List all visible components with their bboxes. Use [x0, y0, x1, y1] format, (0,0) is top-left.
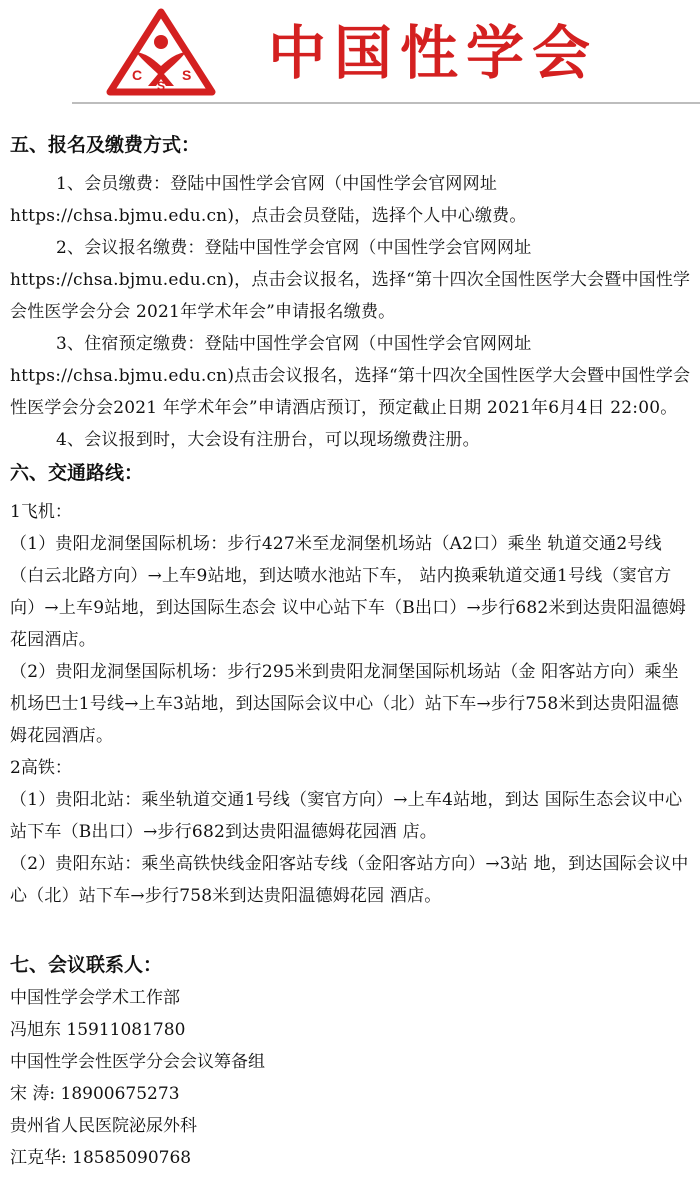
logo-letter-s1: S: [157, 79, 166, 93]
rail-label: 2高铁：: [10, 758, 72, 778]
plane-label: 1飞机：: [10, 502, 72, 522]
logo-letter-s2: S: [182, 67, 192, 83]
section-5-item-4: 4、会议报到时，大会设有注册台，可以现场缴费注册。: [56, 430, 480, 450]
rail-route-2: （2）贵阳东站：乘坐高铁快线金阳客站专线（金阳客站方向）→3站 地，到达国际会议中心（北）站下车→步行758米到达贵阳温德姆花园 酒店。: [10, 854, 689, 906]
contact-2-person: 宋 涛: 18900675273: [10, 1084, 180, 1104]
section-5-item-1: 1、会员缴费：登陆中国性学会官网（中国性学会官网网址https://chsa.bjmu.edu.cn)，点击会员登陆，选择个人中心缴费。: [10, 174, 527, 226]
society-logo: [106, 8, 216, 96]
contact-2-org: 中国性学会性医学分会会议筹备组: [10, 1052, 265, 1072]
org-title: 中国性学会: [268, 19, 599, 87]
document-body: [10, 128, 694, 1174]
plane-route-2: （2）贵阳龙洞堡国际机场：步行295米到贵阳龙洞堡国际机场站（金 阳客站方向）乘坐机场巴士1号线→上车3站地，到达国际会议中心（北）站下车→步行758米到达贵阳温德姆花园酒店。: [10, 662, 679, 746]
section-5-heading: 五、报名及缴费方式：: [10, 134, 201, 156]
contact-1-person: 冯旭东 15911081780: [10, 1020, 186, 1040]
section-7-heading: 七、会议联系人：: [10, 954, 163, 976]
header: [0, 0, 700, 122]
section-5-item-3: 3、住宿预定缴费：登陆中国性学会官网（中国性学会官网网址https://chsa.bjmu.edu.cn)点击会议报名，选择“第十四次全国性医学大会暨中国性学会性医学会分会2021 年学术年会”申请酒店预订，预定截止日期 2021年6月4日 22:00。: [10, 334, 691, 418]
plane-route-1: （1）贵阳龙洞堡国际机场：步行427米至龙洞堡机场站（A2口）乘坐 轨道交通2号线（白云北路方向）→上车9站地，到达喷水池站下车， 站内换乘轨道交通1号线（窦官方向）→上车9站地，到达国际生态会 议中心站下车（B出口）→步行682米到达贵阳温德姆花园酒店。: [10, 534, 687, 650]
header-divider: [72, 102, 700, 104]
section-6-heading: 六、交通路线：: [10, 462, 144, 484]
spacer: [10, 912, 694, 948]
contact-1-org: 中国性学会学术工作部: [10, 988, 180, 1008]
rail-route-1: （1）贵阳北站：乘坐轨道交通1号线（窦官方向）→上车4站地，到达 国际生态会议中心站下车（B出口）→步行682到达贵阳温德姆花园酒 店。: [10, 790, 683, 842]
section-5-item-2: 2、会议报名缴费：登陆中国性学会官网（中国性学会官网网址https://chsa.bjmu.edu.cn)，点击会议报名，选择“第十四次全国性医学大会暨中国性学会性医学会分会 2021年学术年会”申请报名缴费。: [10, 238, 691, 322]
logo-letter-c: C: [132, 67, 143, 83]
contact-3-person: 江克华: 18585090768: [10, 1148, 192, 1168]
contact-3-org: 贵州省人民医院泌尿外科: [10, 1116, 197, 1136]
